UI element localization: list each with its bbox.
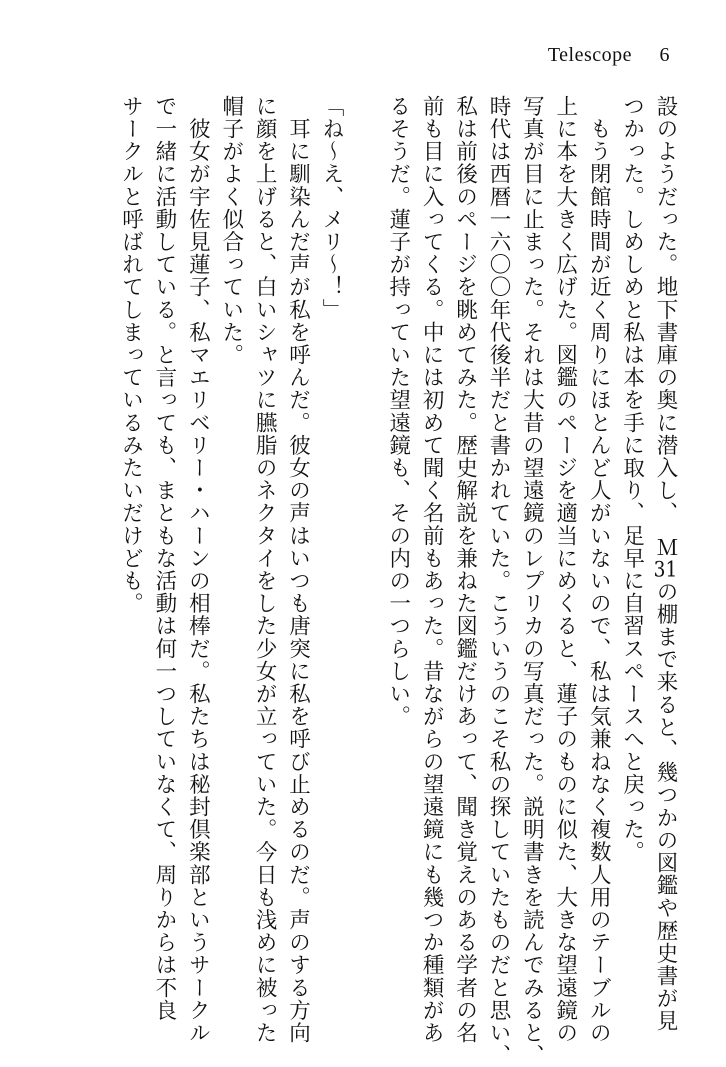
text-line-11: 耳に馴染んだ声が私を呼んだ。彼女の声はいつも唐突に私を呼び止めるのだ。声のする方向 xyxy=(285,95,311,1045)
vertical-text-body xyxy=(22,95,682,1067)
text-line-2: つかった。しめしめと私は本を手に取り、足早に自習スペースへと戻った。 xyxy=(619,95,645,864)
text-line-9: るそうだ。蓮子が持っていた望遠鏡も、その内の一つらしい。 xyxy=(385,95,411,728)
text-line-13: 帽子がよく似合っていた。 xyxy=(218,95,244,367)
text-line-3: もう閉館時間が近く周りにほとんど人がいないので、私は気兼ねなく複数人用のテーブルの xyxy=(586,95,612,1045)
dialogue-line: 「ね〜え、メリ〜！」 xyxy=(318,95,344,321)
text-line-1 xyxy=(649,95,682,1033)
text-line-1-part-b: の棚まで来ると、幾つかの図鑑や歴史書が見 xyxy=(653,580,678,1033)
text-line-12: に顔を上げると、白いシャツに臙脂のネクタイをした少女が立っていた。今日も浅めに被った xyxy=(252,95,278,1045)
tate-chu-yoko-number: 31 xyxy=(653,558,678,581)
text-line-6: 時代は西暦一六〇〇年代後半だと書かれていた。こういうのこそ私の探していたものだと思い、 xyxy=(485,95,511,1067)
running-title: Telescope xyxy=(547,44,632,66)
text-line-4: 上に本を大きく広げた。図鑑のページを適当にめくると、蓮子のものに似た、大きな望遠鏡の xyxy=(552,95,578,1045)
text-line-1-part-a: 設のようだった。地下書庫の奥に潜入し、 Ｍ xyxy=(653,95,678,559)
text-line-7: 私は前後のページを眺めてみた。歴史解説を兼ねた図鑑だけあって、聞き覚えのある学者の名 xyxy=(452,95,478,1045)
text-line-8: 前も目に入ってくる。中には初めて聞く名前もあった。昔ながらの望遠鏡にも幾つか種類があ xyxy=(419,95,445,1045)
text-line-14: 彼女が宇佐見蓮子、私マエリベリー・ハーンの相棒だ。私たちは秘封倶楽部というサークル xyxy=(185,95,211,1045)
text-line-5: 写真が目に止まった。それは大昔の望遠鏡のレプリカの写真だった。説明書きを読んでみると、 xyxy=(519,95,545,1067)
page-number: 6 xyxy=(659,44,670,66)
running-header xyxy=(548,44,670,67)
blank-line xyxy=(348,95,381,995)
text-line-15: で一緒に活動している。と言っても、まともな活動は何一つしていなくて、周りからは不良 xyxy=(151,95,177,1022)
text-line-16: サークルと呼ばれてしまっているみたいだけども。 xyxy=(118,95,144,615)
